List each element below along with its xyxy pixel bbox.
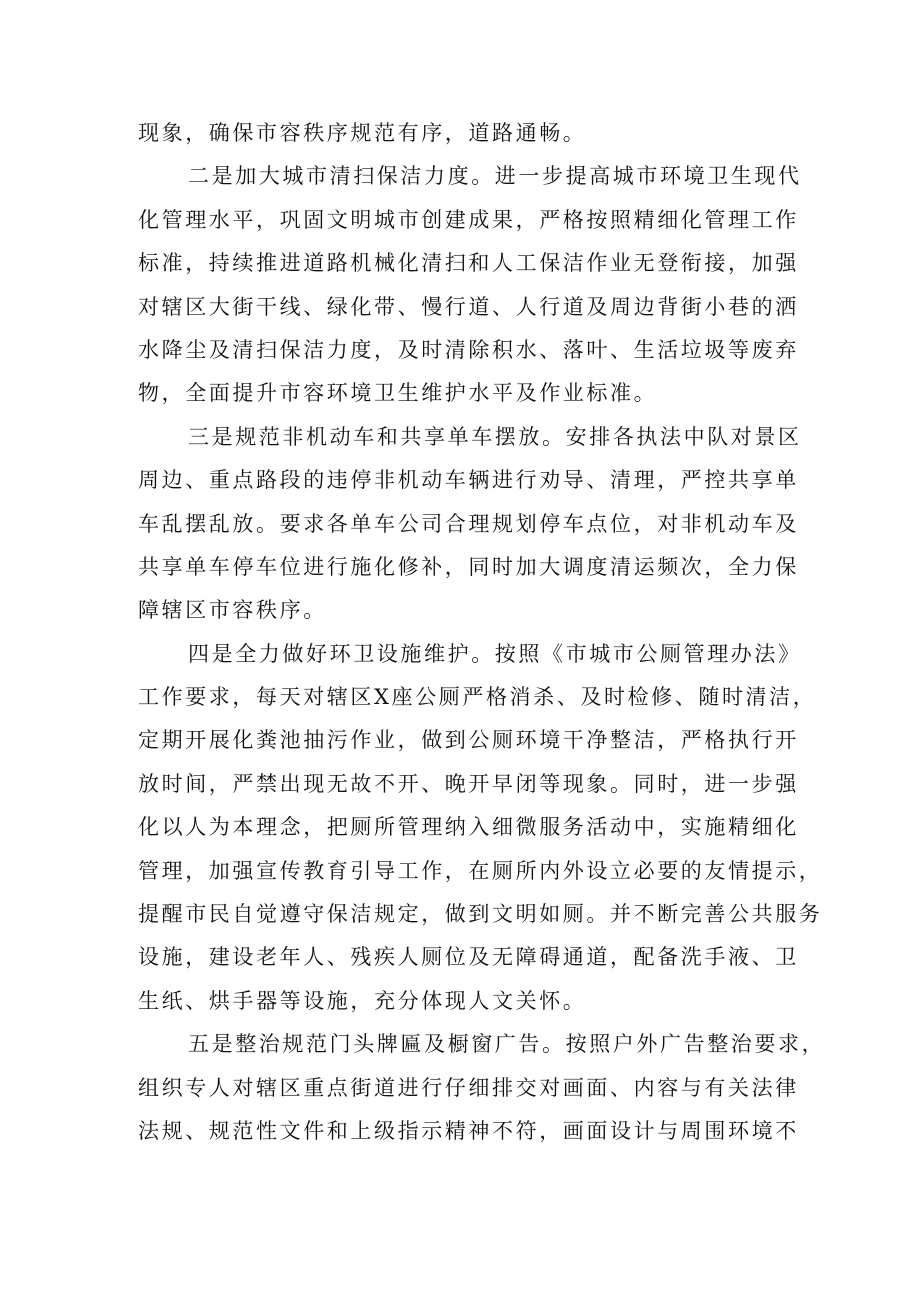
text-line: 现象，确保市容秩序规范有序，道路通畅。 <box>138 121 587 145</box>
text-line: 化以人为本理念，把厕所管理纳入细微服务活动中，实施精细化 <box>138 815 799 840</box>
text-line: 设施，建设老年人、残疾人厕位及无障碍通道，配备洗手液、卫 <box>138 945 799 970</box>
text-line: 定期开展化粪池抽污作业，做到公厕环境干净整洁，严格执行开 <box>138 728 799 753</box>
text-line: 法规、规范性文件和上级指示精神不符，画面设计与周围环境不 <box>138 1118 799 1143</box>
text-line: 化管理水平，巩固文明城市创建成果，严格按照精细化管理工作 <box>138 207 799 232</box>
text-line: 周边、重点路段的违停非机动车辆进行劝导、清理，严控共享单 <box>138 468 799 493</box>
text-line: 共享单车停车位进行施化修补，同时加大调度清运频次，全力保 <box>138 554 799 579</box>
text-line: 水降尘及清扫保洁力度，及时清除积水、落叶、生活垃圾等废弃 <box>138 337 799 362</box>
document-body <box>138 112 826 1153</box>
paragraph-start-line: 五是整治规范门头牌匾及橱窗广告。按照户外广告整治要求， <box>188 1032 826 1057</box>
paragraph-start-line: 二是加大城市清扫保洁力度。进一步提高城市环境卫生现代 <box>188 164 802 189</box>
text-line: 对辖区大街干线、绿化带、慢行道、人行道及周边背街小巷的洒 <box>138 294 799 319</box>
text-line: 车乱摆乱放。要求各单车公司合理规划停车点位，对非机动车及 <box>138 511 799 536</box>
text-line: 障辖区市容秩序。 <box>138 598 327 623</box>
text-line: 标准，持续推进道路机械化清扫和人工保洁作业无登衔接，加强 <box>138 251 799 276</box>
text-line: 提醒市民自觉遵守保洁规定，做到文明如厕。并不断完善公共服务 <box>138 902 823 927</box>
paragraph-start-line: 三是规范非机动车和共享单车摆放。安排各执法中队对景区 <box>188 424 802 449</box>
text-line: 工作要求，每天对辖区X座公厕严格消杀、及时检修、随时清洁， <box>138 685 817 710</box>
text-line: 放时间，严禁出现无故不开、晚开早闭等现象。同时，进一步强 <box>138 771 799 796</box>
text-line: 生纸、烘手器等设施，充分体现人文关怀。 <box>138 988 587 1013</box>
text-line: 物，全面提升市容环境卫生维护水平及作业标准。 <box>138 381 658 406</box>
text-line: 管理，加强宣传教育引导工作，在厕所内外设立必要的友情提示， <box>138 858 823 883</box>
paragraph-start-line: 四是全力做好环卫设施维护。按照《市城市公厕管理办法》 <box>188 641 802 666</box>
text-line: 组织专人对辖区重点街道进行仔细排交对画面、内容与有关法律 <box>138 1075 799 1100</box>
